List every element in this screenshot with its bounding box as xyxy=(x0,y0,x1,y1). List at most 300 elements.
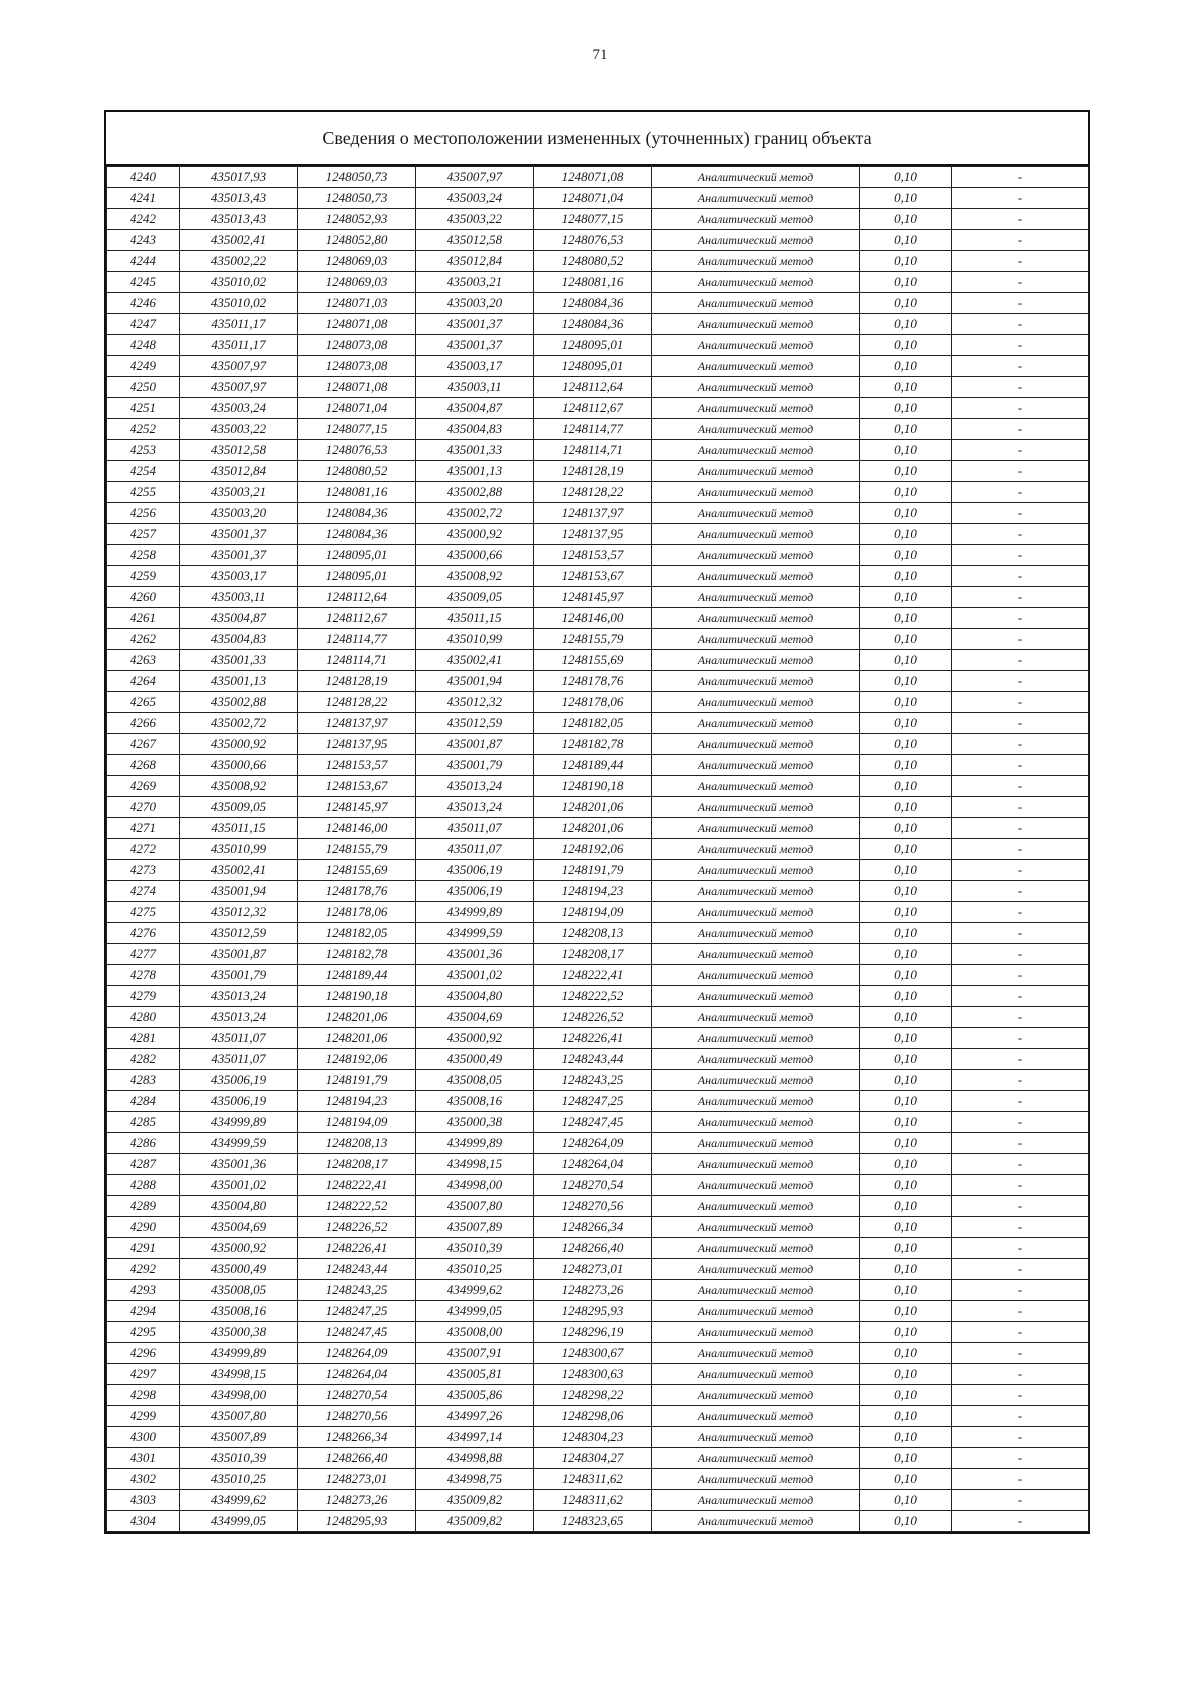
note-cell: - xyxy=(952,1511,1089,1532)
precision-cell: 0,10 xyxy=(860,1385,952,1406)
method-cell: Аналитический метод xyxy=(652,1238,860,1259)
point-number-cell: 4296 xyxy=(107,1343,180,1364)
x-new-cell: 435011,07 xyxy=(416,839,534,860)
x-new-cell: 435010,39 xyxy=(416,1238,534,1259)
y-old-cell: 1248226,41 xyxy=(298,1238,416,1259)
y-new-cell: 1248112,67 xyxy=(534,398,652,419)
x-new-cell: 435004,69 xyxy=(416,1007,534,1028)
method-cell: Аналитический метод xyxy=(652,230,860,251)
y-old-cell: 1248264,09 xyxy=(298,1343,416,1364)
y-old-cell: 1248153,67 xyxy=(298,776,416,797)
point-number-cell: 4269 xyxy=(107,776,180,797)
note-cell: - xyxy=(952,419,1089,440)
y-old-cell: 1248073,08 xyxy=(298,335,416,356)
y-new-cell: 1248304,23 xyxy=(534,1427,652,1448)
precision-cell: 0,10 xyxy=(860,734,952,755)
x-old-cell: 435000,49 xyxy=(180,1259,298,1280)
precision-cell: 0,10 xyxy=(860,692,952,713)
table-row xyxy=(107,1469,1089,1490)
y-new-cell: 1248243,25 xyxy=(534,1070,652,1091)
x-new-cell: 435002,88 xyxy=(416,482,534,503)
x-old-cell: 435006,19 xyxy=(180,1070,298,1091)
x-old-cell: 435010,99 xyxy=(180,839,298,860)
note-cell: - xyxy=(952,1217,1089,1238)
y-old-cell: 1248273,01 xyxy=(298,1469,416,1490)
x-new-cell: 434998,15 xyxy=(416,1154,534,1175)
note-cell: - xyxy=(952,713,1089,734)
y-old-cell: 1248208,17 xyxy=(298,1154,416,1175)
method-cell: Аналитический метод xyxy=(652,755,860,776)
x-new-cell: 434999,59 xyxy=(416,923,534,944)
point-number-cell: 4281 xyxy=(107,1028,180,1049)
note-cell: - xyxy=(952,587,1089,608)
table-row xyxy=(107,1259,1089,1280)
x-new-cell: 435010,99 xyxy=(416,629,534,650)
point-number-cell: 4304 xyxy=(107,1511,180,1532)
y-new-cell: 1248153,67 xyxy=(534,566,652,587)
table-row xyxy=(107,1217,1089,1238)
precision-cell: 0,10 xyxy=(860,1112,952,1133)
y-new-cell: 1248311,62 xyxy=(534,1469,652,1490)
table-row xyxy=(107,1364,1089,1385)
x-new-cell: 435012,84 xyxy=(416,251,534,272)
precision-cell: 0,10 xyxy=(860,1469,952,1490)
y-new-cell: 1248095,01 xyxy=(534,335,652,356)
y-new-cell: 1248191,79 xyxy=(534,860,652,881)
point-number-cell: 4276 xyxy=(107,923,180,944)
x-old-cell: 435000,92 xyxy=(180,734,298,755)
method-cell: Аналитический метод xyxy=(652,1448,860,1469)
table-row xyxy=(107,881,1089,902)
y-new-cell: 1248146,00 xyxy=(534,608,652,629)
x-old-cell: 435011,17 xyxy=(180,335,298,356)
x-old-cell: 435009,05 xyxy=(180,797,298,818)
x-old-cell: 435002,72 xyxy=(180,713,298,734)
y-new-cell: 1248137,95 xyxy=(534,524,652,545)
table-row xyxy=(107,419,1089,440)
table-row xyxy=(107,1049,1089,1070)
method-cell: Аналитический метод xyxy=(652,545,860,566)
method-cell: Аналитический метод xyxy=(652,1511,860,1532)
point-number-cell: 4248 xyxy=(107,335,180,356)
y-new-cell: 1248071,08 xyxy=(534,167,652,188)
note-cell: - xyxy=(952,629,1089,650)
method-cell: Аналитический метод xyxy=(652,692,860,713)
note-cell: - xyxy=(952,692,1089,713)
method-cell: Аналитический метод xyxy=(652,1259,860,1280)
table-row xyxy=(107,1448,1089,1469)
note-cell: - xyxy=(952,1070,1089,1091)
table-row xyxy=(107,272,1089,293)
x-old-cell: 435011,07 xyxy=(180,1028,298,1049)
table-row xyxy=(107,545,1089,566)
x-new-cell: 435012,58 xyxy=(416,230,534,251)
x-old-cell: 435003,24 xyxy=(180,398,298,419)
y-old-cell: 1248146,00 xyxy=(298,818,416,839)
y-old-cell: 1248137,97 xyxy=(298,713,416,734)
y-new-cell: 1248264,09 xyxy=(534,1133,652,1154)
point-number-cell: 4252 xyxy=(107,419,180,440)
note-cell: - xyxy=(952,776,1089,797)
note-cell: - xyxy=(952,440,1089,461)
table-row xyxy=(107,1070,1089,1091)
x-old-cell: 435013,24 xyxy=(180,986,298,1007)
x-new-cell: 434998,00 xyxy=(416,1175,534,1196)
point-number-cell: 4275 xyxy=(107,902,180,923)
y-new-cell: 1248128,22 xyxy=(534,482,652,503)
x-old-cell: 435012,32 xyxy=(180,902,298,923)
x-old-cell: 435010,39 xyxy=(180,1448,298,1469)
note-cell: - xyxy=(952,167,1089,188)
precision-cell: 0,10 xyxy=(860,587,952,608)
y-old-cell: 1248226,52 xyxy=(298,1217,416,1238)
x-old-cell: 435013,43 xyxy=(180,188,298,209)
point-number-cell: 4255 xyxy=(107,482,180,503)
note-cell: - xyxy=(952,755,1089,776)
y-new-cell: 1248226,41 xyxy=(534,1028,652,1049)
method-cell: Аналитический метод xyxy=(652,1280,860,1301)
precision-cell: 0,10 xyxy=(860,797,952,818)
table-row xyxy=(107,692,1089,713)
y-new-cell: 1248273,26 xyxy=(534,1280,652,1301)
precision-cell: 0,10 xyxy=(860,839,952,860)
point-number-cell: 4290 xyxy=(107,1217,180,1238)
point-number-cell: 4247 xyxy=(107,314,180,335)
x-old-cell: 435001,36 xyxy=(180,1154,298,1175)
method-cell: Аналитический метод xyxy=(652,419,860,440)
y-old-cell: 1248182,78 xyxy=(298,944,416,965)
point-number-cell: 4244 xyxy=(107,251,180,272)
x-old-cell: 435002,41 xyxy=(180,230,298,251)
point-number-cell: 4300 xyxy=(107,1427,180,1448)
y-new-cell: 1248298,22 xyxy=(534,1385,652,1406)
note-cell: - xyxy=(952,986,1089,1007)
note-cell: - xyxy=(952,881,1089,902)
y-old-cell: 1248071,08 xyxy=(298,314,416,335)
precision-cell: 0,10 xyxy=(860,230,952,251)
y-new-cell: 1248226,52 xyxy=(534,1007,652,1028)
y-new-cell: 1248081,16 xyxy=(534,272,652,293)
note-cell: - xyxy=(952,482,1089,503)
method-cell: Аналитический метод xyxy=(652,1490,860,1511)
y-new-cell: 1248095,01 xyxy=(534,356,652,377)
method-cell: Аналитический метод xyxy=(652,797,860,818)
note-cell: - xyxy=(952,272,1089,293)
point-number-cell: 4284 xyxy=(107,1091,180,1112)
y-old-cell: 1248182,05 xyxy=(298,923,416,944)
x-old-cell: 435001,79 xyxy=(180,965,298,986)
x-new-cell: 435013,24 xyxy=(416,776,534,797)
x-old-cell: 434999,05 xyxy=(180,1511,298,1532)
table-row xyxy=(107,587,1089,608)
table-row xyxy=(107,1385,1089,1406)
y-old-cell: 1248190,18 xyxy=(298,986,416,1007)
x-old-cell: 435001,02 xyxy=(180,1175,298,1196)
table-row xyxy=(107,1406,1089,1427)
x-old-cell: 435002,88 xyxy=(180,692,298,713)
note-cell: - xyxy=(952,1385,1089,1406)
y-new-cell: 1248084,36 xyxy=(534,314,652,335)
table-row xyxy=(107,1322,1089,1343)
x-new-cell: 435012,59 xyxy=(416,713,534,734)
point-number-cell: 4262 xyxy=(107,629,180,650)
x-new-cell: 434997,26 xyxy=(416,1406,534,1427)
y-new-cell: 1248182,78 xyxy=(534,734,652,755)
precision-cell: 0,10 xyxy=(860,902,952,923)
note-cell: - xyxy=(952,545,1089,566)
point-number-cell: 4241 xyxy=(107,188,180,209)
method-cell: Аналитический метод xyxy=(652,461,860,482)
table-row xyxy=(107,293,1089,314)
method-cell: Аналитический метод xyxy=(652,440,860,461)
x-old-cell: 435004,69 xyxy=(180,1217,298,1238)
point-number-cell: 4294 xyxy=(107,1301,180,1322)
table-row xyxy=(107,755,1089,776)
x-old-cell: 434999,89 xyxy=(180,1343,298,1364)
table-row xyxy=(107,923,1089,944)
precision-cell: 0,10 xyxy=(860,188,952,209)
y-old-cell: 1248145,97 xyxy=(298,797,416,818)
x-new-cell: 435003,24 xyxy=(416,188,534,209)
x-new-cell: 435001,87 xyxy=(416,734,534,755)
point-number-cell: 4285 xyxy=(107,1112,180,1133)
note-cell: - xyxy=(952,1490,1089,1511)
y-old-cell: 1248080,52 xyxy=(298,461,416,482)
y-new-cell: 1248270,56 xyxy=(534,1196,652,1217)
point-number-cell: 4302 xyxy=(107,1469,180,1490)
method-cell: Аналитический метод xyxy=(652,965,860,986)
x-new-cell: 434999,62 xyxy=(416,1280,534,1301)
x-old-cell: 435003,17 xyxy=(180,566,298,587)
table-row xyxy=(107,608,1089,629)
x-old-cell: 435008,16 xyxy=(180,1301,298,1322)
y-old-cell: 1248077,15 xyxy=(298,419,416,440)
precision-cell: 0,10 xyxy=(860,566,952,587)
table-row xyxy=(107,377,1089,398)
method-cell: Аналитический метод xyxy=(652,1196,860,1217)
note-cell: - xyxy=(952,1196,1089,1217)
y-old-cell: 1248153,57 xyxy=(298,755,416,776)
precision-cell: 0,10 xyxy=(860,881,952,902)
y-new-cell: 1248298,06 xyxy=(534,1406,652,1427)
y-new-cell: 1248273,01 xyxy=(534,1259,652,1280)
y-old-cell: 1248266,40 xyxy=(298,1448,416,1469)
y-old-cell: 1248273,26 xyxy=(298,1490,416,1511)
precision-cell: 0,10 xyxy=(860,314,952,335)
method-cell: Аналитический метод xyxy=(652,1028,860,1049)
table-row xyxy=(107,986,1089,1007)
table-row xyxy=(107,566,1089,587)
x-old-cell: 435012,59 xyxy=(180,923,298,944)
method-cell: Аналитический метод xyxy=(652,1133,860,1154)
method-cell: Аналитический метод xyxy=(652,188,860,209)
method-cell: Аналитический метод xyxy=(652,335,860,356)
method-cell: Аналитический метод xyxy=(652,1406,860,1427)
x-old-cell: 435001,87 xyxy=(180,944,298,965)
x-new-cell: 435001,13 xyxy=(416,461,534,482)
note-cell: - xyxy=(952,188,1089,209)
x-old-cell: 434998,00 xyxy=(180,1385,298,1406)
x-new-cell: 434999,89 xyxy=(416,902,534,923)
method-cell: Аналитический метод xyxy=(652,167,860,188)
table-row xyxy=(107,1091,1089,1112)
point-number-cell: 4272 xyxy=(107,839,180,860)
precision-cell: 0,10 xyxy=(860,1364,952,1385)
table-row xyxy=(107,860,1089,881)
x-new-cell: 435007,91 xyxy=(416,1343,534,1364)
x-new-cell: 435000,49 xyxy=(416,1049,534,1070)
x-new-cell: 435001,33 xyxy=(416,440,534,461)
table-row xyxy=(107,503,1089,524)
x-new-cell: 435010,25 xyxy=(416,1259,534,1280)
y-old-cell: 1248114,77 xyxy=(298,629,416,650)
note-cell: - xyxy=(952,377,1089,398)
y-new-cell: 1248296,19 xyxy=(534,1322,652,1343)
note-cell: - xyxy=(952,1301,1089,1322)
precision-cell: 0,10 xyxy=(860,251,952,272)
y-new-cell: 1248194,23 xyxy=(534,881,652,902)
note-cell: - xyxy=(952,1343,1089,1364)
precision-cell: 0,10 xyxy=(860,377,952,398)
note-cell: - xyxy=(952,356,1089,377)
point-number-cell: 4271 xyxy=(107,818,180,839)
table-row xyxy=(107,356,1089,377)
table-row xyxy=(107,167,1089,188)
method-cell: Аналитический метод xyxy=(652,1049,860,1070)
y-new-cell: 1248222,41 xyxy=(534,965,652,986)
method-cell: Аналитический метод xyxy=(652,1217,860,1238)
precision-cell: 0,10 xyxy=(860,1049,952,1070)
method-cell: Аналитический метод xyxy=(652,1343,860,1364)
y-new-cell: 1248155,79 xyxy=(534,629,652,650)
y-old-cell: 1248114,71 xyxy=(298,650,416,671)
table-row xyxy=(107,650,1089,671)
y-old-cell: 1248071,08 xyxy=(298,377,416,398)
note-cell: - xyxy=(952,335,1089,356)
y-old-cell: 1248095,01 xyxy=(298,566,416,587)
y-old-cell: 1248112,64 xyxy=(298,587,416,608)
x-new-cell: 435001,94 xyxy=(416,671,534,692)
point-number-cell: 4270 xyxy=(107,797,180,818)
precision-cell: 0,10 xyxy=(860,1175,952,1196)
x-new-cell: 435005,86 xyxy=(416,1385,534,1406)
table-row xyxy=(107,524,1089,545)
method-cell: Аналитический метод xyxy=(652,293,860,314)
note-cell: - xyxy=(952,1028,1089,1049)
table-row xyxy=(107,1238,1089,1259)
note-cell: - xyxy=(952,1469,1089,1490)
precision-cell: 0,10 xyxy=(860,1217,952,1238)
x-old-cell: 435013,24 xyxy=(180,1007,298,1028)
table-row xyxy=(107,398,1089,419)
note-cell: - xyxy=(952,1322,1089,1343)
table-row xyxy=(107,209,1089,230)
y-old-cell: 1248084,36 xyxy=(298,503,416,524)
page-number: 71 xyxy=(592,47,608,63)
point-number-cell: 4283 xyxy=(107,1070,180,1091)
method-cell: Аналитический метод xyxy=(652,1385,860,1406)
x-old-cell: 435007,89 xyxy=(180,1427,298,1448)
x-old-cell: 435006,19 xyxy=(180,1091,298,1112)
y-old-cell: 1248052,80 xyxy=(298,230,416,251)
point-number-cell: 4265 xyxy=(107,692,180,713)
y-old-cell: 1248081,16 xyxy=(298,482,416,503)
table-row xyxy=(107,1343,1089,1364)
precision-cell: 0,10 xyxy=(860,608,952,629)
point-number-cell: 4250 xyxy=(107,377,180,398)
precision-cell: 0,10 xyxy=(860,356,952,377)
point-number-cell: 4261 xyxy=(107,608,180,629)
precision-cell: 0,10 xyxy=(860,923,952,944)
y-old-cell: 1248295,93 xyxy=(298,1511,416,1532)
point-number-cell: 4273 xyxy=(107,860,180,881)
method-cell: Аналитический метод xyxy=(652,902,860,923)
x-new-cell: 435001,37 xyxy=(416,335,534,356)
point-number-cell: 4249 xyxy=(107,356,180,377)
point-number-cell: 4257 xyxy=(107,524,180,545)
note-cell: - xyxy=(952,608,1089,629)
x-old-cell: 435011,17 xyxy=(180,314,298,335)
note-cell: - xyxy=(952,314,1089,335)
x-new-cell: 435000,38 xyxy=(416,1112,534,1133)
y-old-cell: 1248128,19 xyxy=(298,671,416,692)
y-old-cell: 1248243,25 xyxy=(298,1280,416,1301)
x-old-cell: 435001,94 xyxy=(180,881,298,902)
method-cell: Аналитический метод xyxy=(652,398,860,419)
y-new-cell: 1248178,06 xyxy=(534,692,652,713)
note-cell: - xyxy=(952,1448,1089,1469)
y-new-cell: 1248145,97 xyxy=(534,587,652,608)
method-cell: Аналитический метод xyxy=(652,944,860,965)
method-cell: Аналитический метод xyxy=(652,503,860,524)
y-old-cell: 1248208,13 xyxy=(298,1133,416,1154)
method-cell: Аналитический метод xyxy=(652,839,860,860)
method-cell: Аналитический метод xyxy=(652,671,860,692)
table-title: Сведения о местоположении измененных (уточненных) границ объекта xyxy=(106,112,1088,166)
y-old-cell: 1248264,04 xyxy=(298,1364,416,1385)
method-cell: Аналитический метод xyxy=(652,1175,860,1196)
point-number-cell: 4246 xyxy=(107,293,180,314)
y-new-cell: 1248114,77 xyxy=(534,419,652,440)
point-number-cell: 4286 xyxy=(107,1133,180,1154)
table-row xyxy=(107,713,1089,734)
precision-cell: 0,10 xyxy=(860,293,952,314)
point-number-cell: 4251 xyxy=(107,398,180,419)
x-new-cell: 435000,92 xyxy=(416,1028,534,1049)
note-cell: - xyxy=(952,1259,1089,1280)
table-row xyxy=(107,335,1089,356)
y-new-cell: 1248155,69 xyxy=(534,650,652,671)
x-new-cell: 435006,19 xyxy=(416,881,534,902)
y-old-cell: 1248155,69 xyxy=(298,860,416,881)
precision-cell: 0,10 xyxy=(860,1028,952,1049)
note-cell: - xyxy=(952,650,1089,671)
method-cell: Аналитический метод xyxy=(652,482,860,503)
precision-cell: 0,10 xyxy=(860,167,952,188)
y-new-cell: 1248300,63 xyxy=(534,1364,652,1385)
x-new-cell: 435001,37 xyxy=(416,314,534,335)
table-row xyxy=(107,251,1089,272)
method-cell: Аналитический метод xyxy=(652,986,860,1007)
x-new-cell: 435003,20 xyxy=(416,293,534,314)
x-new-cell: 434999,89 xyxy=(416,1133,534,1154)
coordinates-table xyxy=(106,166,1089,1532)
y-new-cell: 1248266,40 xyxy=(534,1238,652,1259)
x-old-cell: 435003,21 xyxy=(180,482,298,503)
table-row xyxy=(107,1280,1089,1301)
table-row xyxy=(107,1133,1089,1154)
note-cell: - xyxy=(952,1364,1089,1385)
